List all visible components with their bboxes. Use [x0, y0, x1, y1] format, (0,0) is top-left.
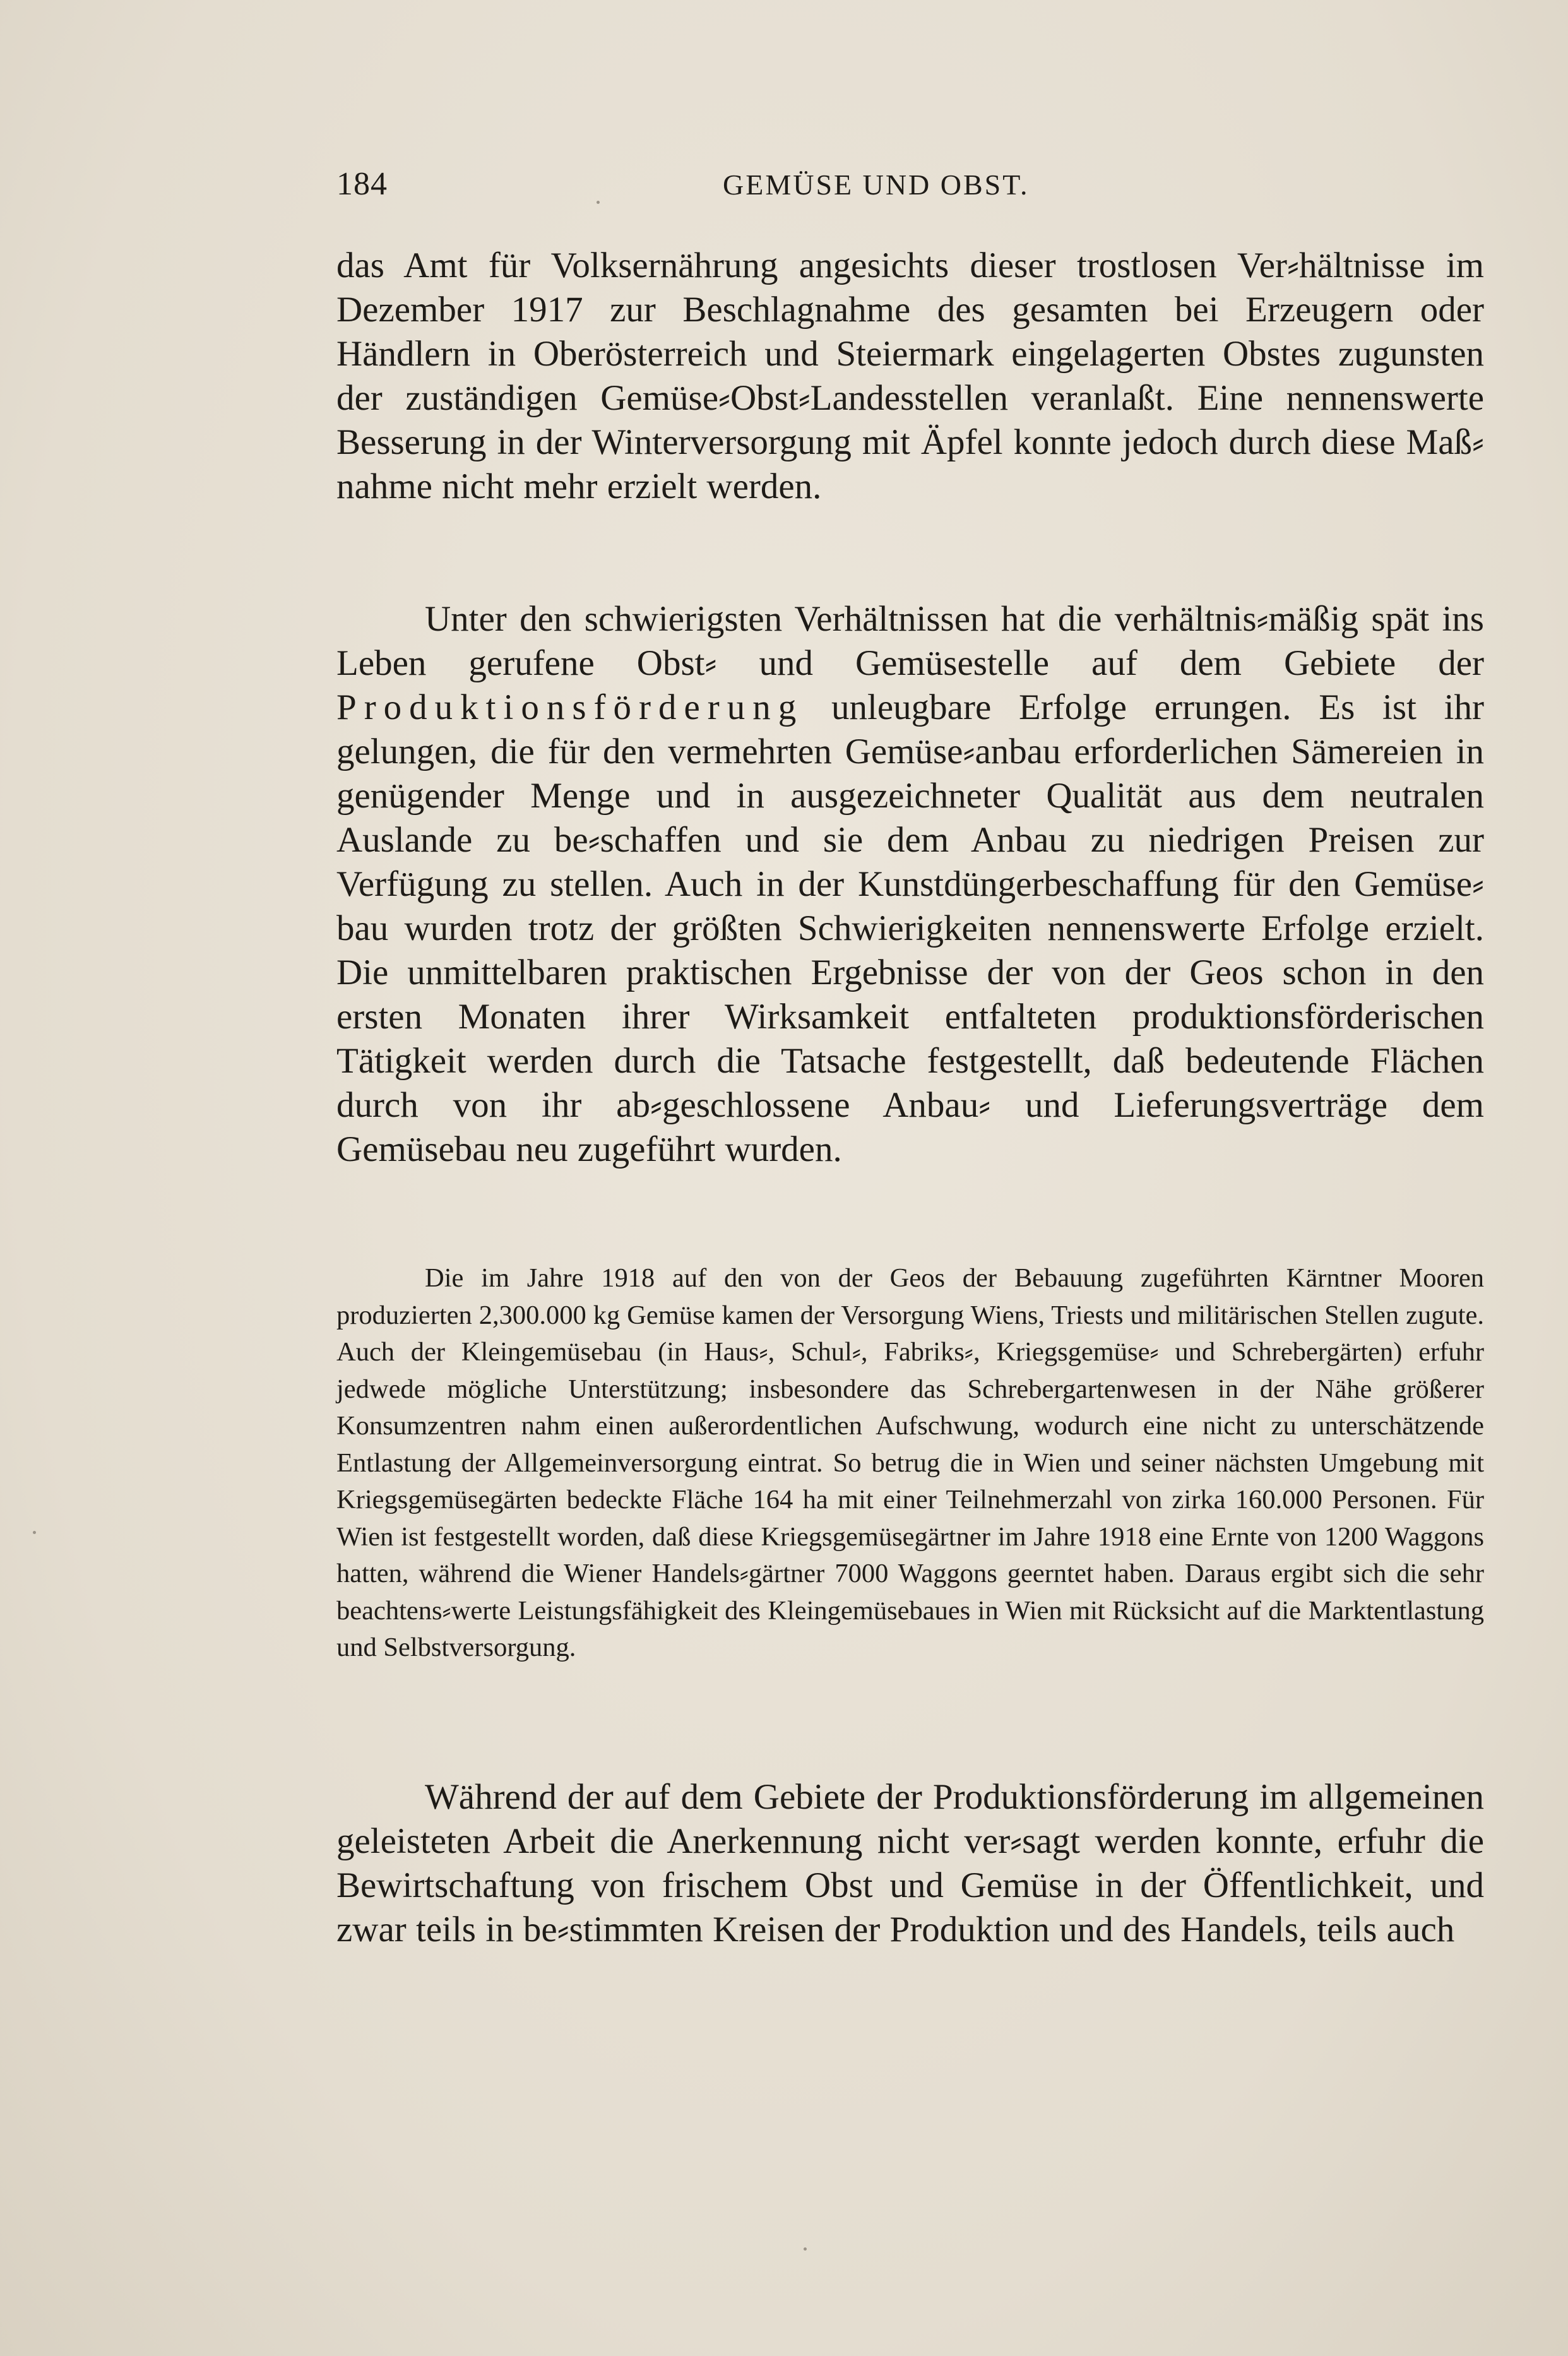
paper-speck [804, 2247, 807, 2251]
paragraph-production-support [336, 597, 1484, 1172]
paper-speck [597, 201, 600, 204]
paper-speck [33, 1531, 36, 1534]
small-print-note: Die im Jahre 1918 auf den von der Geos der Bebauung zugeführten Kärntner Mooren produzierten 2,300.000 kg Gemüse kamen der Versorgung Wiens, Triests und militärischen Stellen zugute. Auch der Kleingemüsebau (in Haus⸗, Schul⸗, Fabriks⸗, Kriegsgemüse⸗ und Schrebergärten) erfuhr jedwede mögliche Unterstützung; insbesondere das Schrebergartenwesen in der Nähe größerer Konsumzentren nahm einen außerordentlichen Aufschwung, wodurch eine nicht zu unterschätzende Entlastung der Allgemeinversorgung eintrat. So betrug die in Wien und seiner nächsten Umgebung mit Kriegsgemüsegärten bedeckte Fläche 164 ha mit einer Teilnehmerzahl von zirka 160.000 Personen. Für Wien ist festgestellt worden, daß diese Kriegsgemüsegärtner im Jahre 1918 eine Ernte von 1200 Waggons hatten, während die Wiener Handels⸗gärtner 7000 Waggons geerntet haben. Daraus ergibt sich die sehr beachtens⸗werte Leistungsfähigkeit des Kleingemüsebaues in Wien mit Rücksicht auf die Marktentlastung und Selbstversorgung. [336, 1263, 1484, 1662]
paragraph-text-end: unleugbare Erfolge errungen. Es ist ihr gelungen, die für den vermehrten Gemüse⸗anbau erforderlichen Sämereien in genügender Menge und in ausgezeichneter Qualität aus dem neutralen Auslande zu be⸗schaffen und sie dem Anbau zu niedrigen Preisen zur Verfügung zu stellen. Auch in der Kunstdüngerbeschaffung für den Gemüse⸗bau wurden trotz der größten Schwierigkeiten nennenswerte Erfolge erzielt. Die unmittelbaren praktischen Ergebnisse der von der Geos schon in den ersten Monaten ihrer Wirksamkeit entfalteten produktionsförderischen Tätigkeit werden durch die Tatsache festgestellt, daß bedeutende Flächen durch von ihr ab⸗geschlossene Anbau⸗ und Lieferungsverträge dem Gemüsebau neu zugeführt wurden. [336, 687, 1484, 1169]
running-title: GEMÜSE UND OBST. [723, 169, 1030, 201]
paragraph-public-opinion: Während der auf dem Gebiete der Produktionsförderung im allgemeinen geleisteten Arbeit die Anerkennung nicht ver⸗sagt werden konnte, erfuhr die Bewirtschaftung von frischem Obst und Gemüse in der Öffentlichkeit, und zwar teils in be⸗stimmten Kreisen der Produktion und des Handels, teils auch [336, 1777, 1484, 1949]
paragraph-text-start: Unter den schwierigsten Verhältnissen hat die verhältnis⸗mäßig spät ins Leben gerufene Obst⸗ und Gemüsestelle auf dem Gebiete der [336, 599, 1484, 683]
page-header [336, 165, 1484, 210]
paragraph-continuation: das Amt für Volksernährung angesichts dieser trostlosen Ver⸗hältnisse im Dezember 1917 zur Beschlagnahme des gesamten bei Erzeugern oder Händlern in Oberösterreich und Steiermark eingelagerten Obstes zugunsten der zuständigen Gemüse⸗Obst⸗Landesstellen veranlaßt. Eine nennenswerte Besserung in der Winterversorgung mit Äpfel konnte jedoch durch diese Maß⸗nahme nicht mehr erzielt werden. [336, 246, 1484, 506]
page-number: 184 [336, 166, 388, 202]
emphasized-term: Produktionsförderung [336, 687, 804, 727]
